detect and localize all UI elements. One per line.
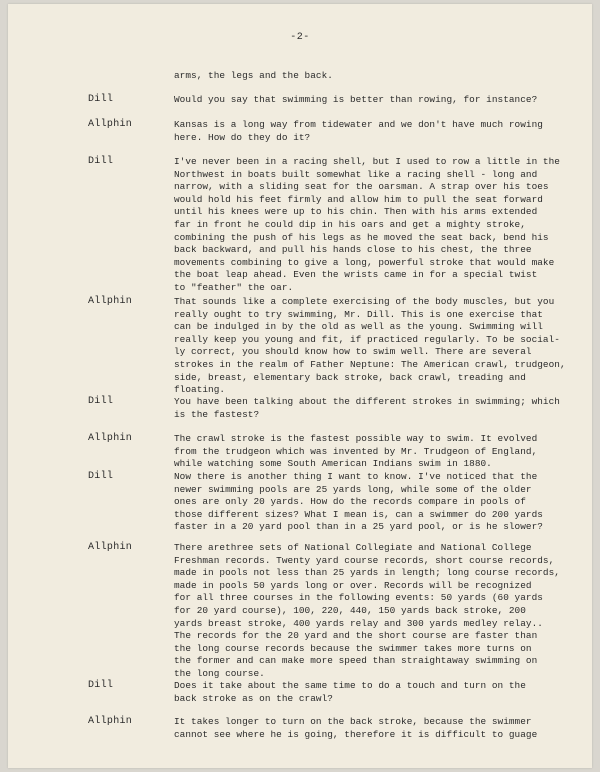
text-line: You have been talking about the different strokes in swimming; which [174, 396, 560, 407]
speaker-name: Dill [88, 396, 114, 407]
speaker-name: Dill [88, 471, 114, 482]
text-line: narrow, with a sliding seat for the oarsman. A strap over his toes [174, 181, 549, 193]
text-line: yards breast stroke, 400 yards relay and 300 yards medley relay.. [174, 617, 543, 629]
text-line: combining the push of his legs as he moved the seat back, bend his [174, 231, 549, 243]
text-line: to "feather" the oar. [174, 281, 294, 293]
text-line: those different sizes? What I mean is, can a swimmer do 200 yards [174, 508, 543, 520]
text-line: Northwest in boats built somewhat like a racing shell - long and [174, 168, 538, 180]
text-line: made in pools 50 yards long or over. Records will be recognized [174, 579, 532, 591]
text-line: the boat leap ahead. Even the wrists came in for a special twist [174, 269, 538, 281]
text-line: can be indulged in by the old as well as the young. Swimming will [174, 321, 543, 333]
text-line: That sounds like a complete exercising of the body muscles, but you [174, 296, 555, 307]
text-line: faster in a 20 yard pool than in a 25 yard pool, or is he slower? [174, 521, 543, 533]
text-line: It takes longer to turn on the back stroke, because the swimmer [174, 716, 532, 727]
document-page [8, 4, 592, 768]
speaker-name: Allphin [88, 433, 133, 444]
text-line: floating. [174, 384, 226, 396]
speaker-name: Allphin [88, 119, 133, 130]
text-line: Does it take about the same time to do a touch and turn on the [174, 680, 526, 691]
text-line: Kansas is a long way from tidewater and we don't have much rowing [174, 119, 543, 130]
speaker-name: Dill [88, 680, 114, 691]
speech-text [174, 433, 566, 471]
speaker-name: Dill [88, 156, 114, 167]
text-line: until his knees were up to his chin. Then with his arms extended [174, 206, 538, 218]
text-line: ly correct, you should know how to swim well. There are several [174, 346, 532, 358]
speech-text [174, 471, 566, 534]
speech-text [174, 396, 566, 421]
speech-text [174, 716, 566, 741]
speech-text [174, 156, 566, 295]
text-line: for 20 yard course), 100, 220, 440, 150 yards back stroke, 200 [174, 604, 526, 616]
text-line: is the fastest? [174, 408, 260, 420]
speech-text [174, 296, 566, 397]
text-line: back stroke as on the crawl? [174, 692, 333, 704]
text-line: I've never been in a racing shell, but I used to row a little in the [174, 156, 560, 167]
speaker-name: Allphin [88, 716, 133, 727]
text-line: The records for the 20 yard and the short course are faster than [174, 630, 538, 642]
text-line: really ought to try swimming, Mr. Dill. This is one exercise that [174, 308, 543, 320]
text-line: the long course. [174, 667, 265, 679]
text-line: cannot see where he is going, therefore it is difficult to guage [174, 728, 538, 740]
text-line: from the trudgeon which was invented by Mr. Trudgeon of England, [174, 445, 538, 457]
speaker-name: Allphin [88, 296, 133, 307]
text-line: arms, the legs and the back. [174, 70, 333, 81]
text-line: far in front he could dip in his oars and get a mighty stroke, [174, 218, 526, 230]
text-line: side, breast, elementary back stroke, back crawl, treading and [174, 371, 526, 383]
text-line: ones are only 20 yards. How do the records compare in pools of [174, 496, 526, 508]
text-line: for all three courses in the following events: 50 yards (60 yards [174, 592, 543, 604]
speech-text [174, 680, 566, 705]
speech-text [174, 542, 566, 681]
speech-text [174, 94, 566, 107]
text-line: movements combining to give a long, powerful stroke that would make [174, 256, 555, 268]
text-line: Now there is another thing I want to know. I've noticed that the [174, 471, 538, 482]
speaker-name: Allphin [88, 542, 133, 553]
text-line: The crawl stroke is the fastest possible way to swim. It evolved [174, 433, 538, 444]
speech-text [174, 119, 566, 144]
text-line: here. How do they do it? [174, 131, 311, 143]
text-line: while watching some South American Indians swim in 1880. [174, 458, 492, 470]
page-number: -2- [290, 32, 310, 43]
text-line: would hold his feet firmly and allow him to pull the seat forward [174, 193, 543, 205]
text-line: Would you say that swimming is better than rowing, for instance? [174, 94, 538, 105]
text-line: made in pools not less than 25 yards in length; long course records, [174, 567, 560, 579]
text-line: the former and can make more speed than straightaway swimming on [174, 655, 538, 667]
text-line: strokes in the realm of Father Neptune: The American crawl, trudgeon, [174, 358, 566, 370]
text-line: Freshman records. Twenty yard course records, short course records, [174, 554, 555, 566]
text-line: the long course records because the swimmer takes more turns on [174, 642, 532, 654]
text-line: back backward, and pull his hands close to his chest, the three [174, 244, 532, 256]
text-line: newer swimming pools are 25 yards long, while some of the older [174, 483, 532, 495]
text-line: really keep you young and fit, if practiced regularly. To be social- [174, 333, 560, 345]
speaker-name: Dill [88, 94, 114, 105]
text-line: There arethree sets of National Collegiate and National College [174, 542, 532, 553]
